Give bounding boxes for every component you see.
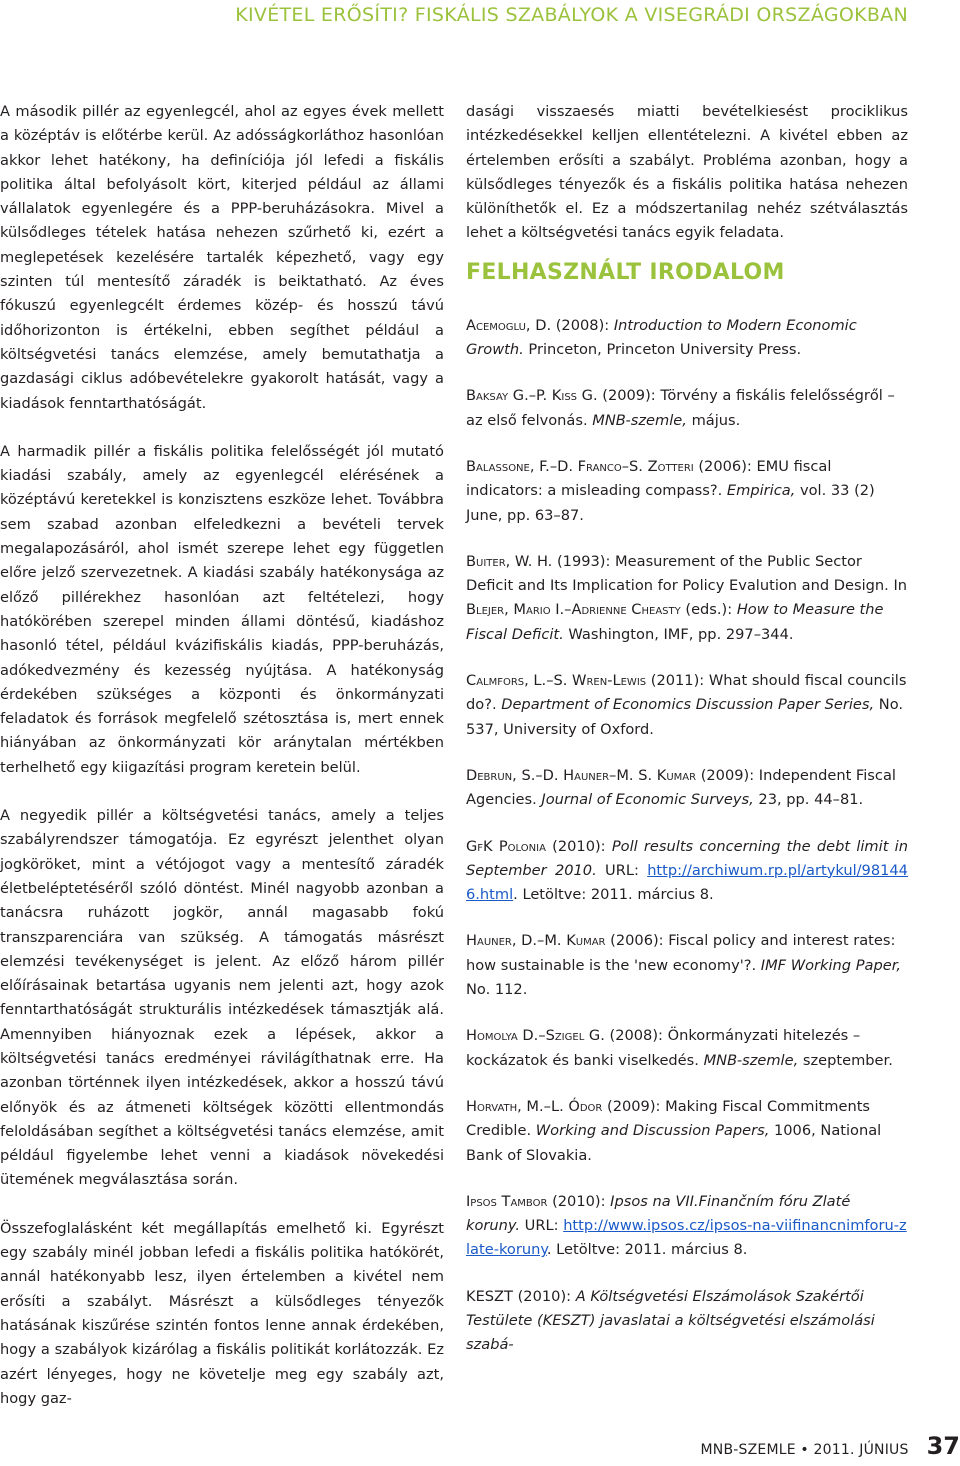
reference-authors: Buiter, W. H.: [466, 552, 553, 570]
reference-text: (2010):: [547, 1192, 611, 1210]
paragraph: Összefoglalásként két megállapítás emelhető ki. Egyrészt egy szabály minél jobban lefedi a fiskális politika hatókörét, annál hatékonyabb lesz, ilyen értelemben a kivétel nem erősíti a szabályt. Másrészt a külsődleges tényezők hatásának kiszűrése szintén fontos lenne annak érdekében, hogy a szabályok kizárólag a fiskális politikát korlátozzák. Ez azért lényeges, hogy ne követelje meg egy szabály azt, hogy gaz-: [0, 1219, 444, 1407]
reference-title: Poll results concerning the debt limit in September 2010.: [466, 837, 908, 879]
running-header: KIVÉTEL ERŐSÍTI? FISKÁLIS SZABÁLYOK A VISEGRÁDI ORSZÁGOKBAN: [235, 4, 908, 26]
reference-authors: Homolya D.–Szigel G.: [466, 1027, 605, 1045]
reference-title: Ipsos na VII.Finančním fóru Zlaté koruny.: [466, 1192, 851, 1235]
reference-text: (2006): EMU fiscal indicators: a misleading compass?.: [466, 457, 832, 500]
reference-editors: Blejer, Mario I.–Adrienne Cheasty: [466, 601, 681, 619]
reference-authors: Horvath, M.–L. Ódor: [466, 1097, 603, 1115]
reference-item: [466, 550, 908, 647]
page-footer: [701, 1432, 960, 1460]
reference-authors: Balassone, F.–D. Franco–S. Zotteri: [466, 457, 694, 475]
paragraph: A harmadik pillér a fiskális politika felelősségét jól mutató kiadási szabály, amely az egyenlegcél elérésének a középtávú keretekkel is konzisztens eszköze lehet. Továbbra sem szabad azonban elfeledkezni a bevételi tervek megalapozásáról, ahol ismét szerepe lehet egy független előre jelző szervezetnek. A kiadási szabály hatékonysága az előző pillérekhez hasonlóan azt feltételezi, hogy hatókörében szerepel minden állami döntésű, kiadáshoz hasonló tétel, például kvázifiskális kiadás, PPP-beruházás, adókedvezmény és kezesség nyújtása. A hatékonyság érdekében szükséges a központi és önkormányzati feladatok és források megfelelő szétosztása is, mert ennek hiányában az önkormányzati kör aránytalan mértékben terhelhető egy kiigazítási program keretein belül.: [0, 442, 444, 776]
reference-title: Department of Economics Discussion Paper Series,: [501, 696, 875, 714]
reference-link[interactable]: http://www.ipsos.cz/ipsos-na-viifinancnimforu-zlate-koruny: [466, 1217, 907, 1259]
reference-text: (2009): Making Fiscal Commitments Credible.: [466, 1097, 871, 1140]
reference-item: [466, 455, 908, 528]
reference-authors: Baksay G.–P. Kiss G.: [466, 387, 598, 405]
reference-text: (2010):: [512, 1287, 576, 1305]
reference-text: (2011): What should fiscal councils do?.: [466, 672, 907, 714]
reference-title: IMF Working Paper,: [760, 956, 901, 974]
reference-text: . Letöltve: 2011. március 8.: [513, 886, 714, 904]
reference-text: (2010):: [545, 837, 612, 855]
reference-title: How to Measure the Fiscal Deficit.: [466, 601, 884, 643]
reference-authors: Ipsos Tambor: [466, 1192, 548, 1210]
left-column: [0, 100, 444, 1411]
reference-item: [466, 1190, 908, 1263]
reference-item: [466, 929, 908, 1002]
reference-item: [466, 384, 908, 433]
reference-text: No. 112.: [466, 981, 528, 999]
reference-item: [466, 314, 908, 363]
paragraph: A negyedik pillér a költségvetési tanács, amely a teljes szabályrendszer támogatója. Ez egyrészt jelenthet olyan jogköröket, mint a vétójogot vagy a mentesítő záradék életbeléptetéséről szóló döntést. Minél nagyobb azonban a tanácsra ruházott jogkör, annál magasabb fokú transzparenciára van szükség. A támogatás másrészt elemzési tevékenységet is jelent. Az előző három pillér előírásainak betartása ugyanis nem jelenti azt, hogy azok fenntarthatóságát strukturális intézkedések támasztják alá. Amennyiben hiányoznak ezek a lépések, akkor a költségvetési tanács eredményei rávilágíthatnak erre. Ha azonban történnek ilyen intézkedések, akkor a hosszú távú előnyök és az átmeneti költségek közötti ellentmondás feloldásában segíthet a költségvetési tanács elemzése, amit például figyelembe lehet venni a kiadások növekedési ütemének megválasztása során.: [0, 807, 444, 1189]
reference-text: 23, pp. 44–81.: [753, 791, 864, 809]
reference-item: [466, 669, 908, 742]
reference-text: (1993): Measurement of the Public Sector Deficit and Its Implication for Policy Evalution and Design. In: [466, 552, 907, 595]
reference-text: (eds.):: [680, 601, 737, 619]
reference-title: Journal of Economic Surveys,: [541, 791, 754, 809]
right-column: [466, 100, 908, 1380]
reference-text: (2009): Törvény a fiskális felelősségről – az első felvonás.: [466, 387, 895, 429]
references-heading: FELHASZNÁLT IRODALOM: [466, 259, 785, 285]
paragraph: A második pillér az egyenlegcél, ahol az egyes évek mellett a középtáv is előtérbe kerül. Az adósságkorláthoz hasonlóan akkor lehet hatékony, ha definíciója jól lefedi a fiskális politika által befolyásolt kört, kiterjed például az állami vállalatok egyenlegére és a PPP-beruházásokra. Mivel a külsődleges tételek hatása nehezen szűrhető ki, ezért a meglepetések kezelésére tartalék képezhető, vagy egy szinten túl mentesítő záradék is beiktatható. Az éves fókuszú egyenlegcélt érdemes közép- és hosszú távú időhorizonton is értékelni, ebben segíthet például a költségvetési tanács elemzése, amely bemutathatja a gazdasági ciklus adóbevételekre gyakorolt hatását, vagy a kiadások fenntarthatóságát.: [0, 103, 444, 412]
reference-authors: Hauner, D.–M. Kumar: [466, 932, 606, 950]
reference-text: Washington, IMF, pp. 297–344.: [563, 625, 794, 643]
reference-item: [466, 1285, 908, 1358]
reference-link[interactable]: http://archiwum.rp.pl/artykul/981446.html: [466, 861, 908, 904]
reference-text: (2008): Önkormányzati hitelezés – kockázatok és banki viselkedés.: [466, 1027, 861, 1069]
reference-authors: Debrun, S.–D. Hauner–M. S. Kumar: [466, 766, 697, 784]
paragraph: dasági visszaesés miatti bevételkiesést prociklikus intézkedésekkel kelljen ellentételezni. A kivétel ebben az értelemben erősíti a szabályt. Probléma azonban, hogy a külsődleges tényezők és a fiskális politika hatása nehezen különíthetők el. Ez a módszertanilag nehéz szétválasztás lehet a költségvetési tanács egyik feladata.: [466, 103, 908, 242]
reference-text: Princeton, Princeton University Press.: [523, 341, 802, 359]
page-number: 37: [926, 1432, 960, 1460]
reference-text: május.: [686, 411, 741, 429]
reference-authors: GfK Polonia: [466, 837, 546, 855]
footer-publication: MNB-SZEMLE • 2011. JÚNIUS: [700, 1442, 909, 1458]
reference-authors: KESZT: [466, 1287, 513, 1305]
reference-title: MNB-szemle,: [592, 411, 687, 429]
reference-text: (2008):: [551, 316, 614, 334]
reference-text: URL:: [520, 1217, 564, 1235]
reference-authors: Acemoglu, D.: [466, 316, 552, 334]
reference-text: URL:: [596, 861, 648, 879]
reference-text: szeptember.: [798, 1051, 893, 1069]
reference-title: MNB-szemle,: [703, 1051, 799, 1069]
reference-text: (2006): Fiscal policy and interest rates: how sustainable is the 'new economy'?.: [466, 932, 896, 974]
reference-text: (2009): Independent Fiscal Agencies.: [466, 766, 896, 809]
reference-authors: Calmfors, L.–S. Wren-Lewis: [466, 672, 647, 690]
reference-text: No. 537, University of Oxford.: [466, 696, 904, 738]
reference-title: A Költségvetési Elszámolások Szakértői Testülete (KESZT) javaslatai a költségvetési elszámolási szabá-: [466, 1287, 875, 1354]
reference-item: [466, 1095, 908, 1168]
reference-title: Working and Discussion Papers,: [535, 1122, 770, 1140]
reference-text: vol. 33 (2) June, pp. 63–87.: [466, 482, 875, 524]
reference-item: [466, 764, 908, 813]
reference-title: Introduction to Modern Economic Growth.: [466, 316, 857, 359]
reference-text: 1006, National Bank of Slovakia.: [466, 1122, 882, 1164]
reference-title: Empirica,: [726, 482, 796, 500]
reference-item: [466, 835, 908, 908]
reference-item: [466, 1024, 908, 1073]
reference-text: . Letöltve: 2011. március 8.: [546, 1241, 748, 1259]
